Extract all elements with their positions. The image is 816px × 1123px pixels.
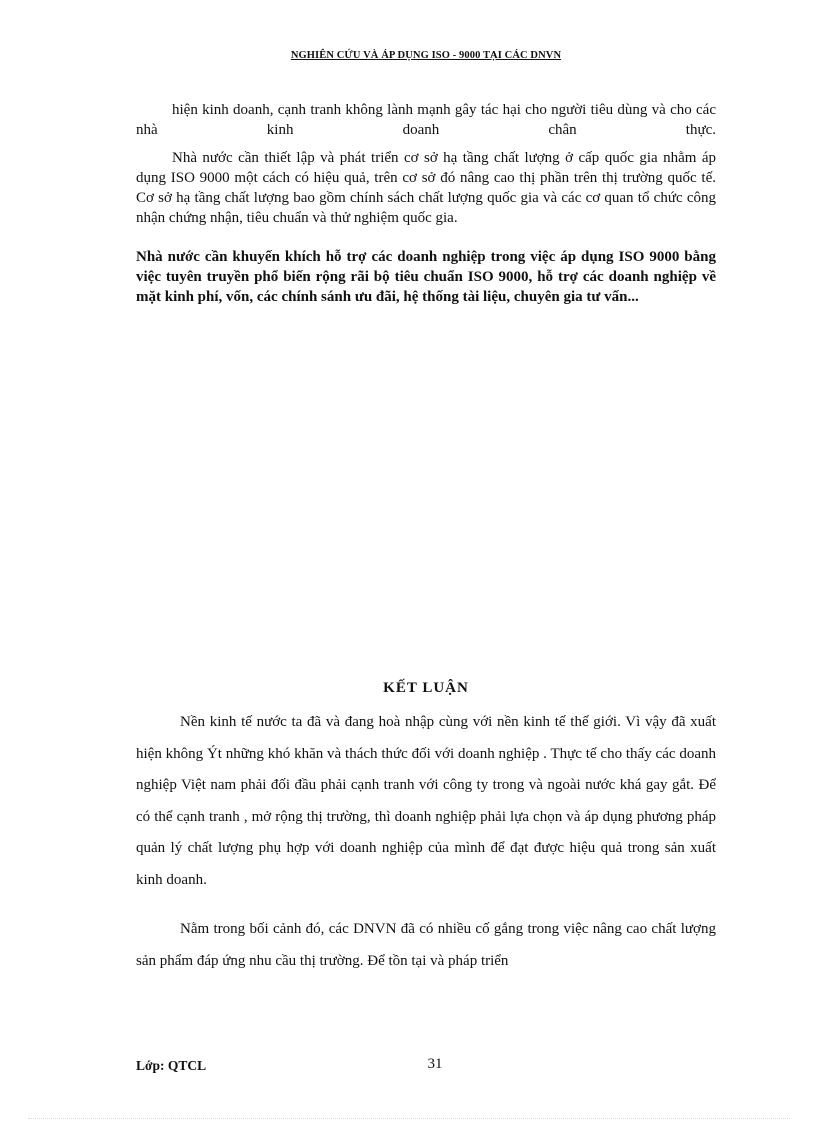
running-header: NGHIÊN CỨU VÀ ÁP DỤNG ISO - 9000 TẠI CÁC DNVN xyxy=(290,50,562,61)
page-number: 31 xyxy=(427,1056,443,1072)
page-edge-divider xyxy=(28,1118,790,1119)
intro-paragraph-2: Nhà nước cần thiết lập và phát triển cơ sở hạ tầng chất lượng ở cấp quốc gia nhằm áp dụng ISO 9000 một cách có hiệu quả, trên cơ sở đó nâng cao thị phần trên thị trường quốc tế. Cơ sở hạ tầng chất lượng bao gồm chính sách chất lượng quốc gia và các cơ quan tổ chức công nhận chứng nhận, tiêu chuẩn và thử nghiệm quốc gia. xyxy=(136,150,716,226)
conclusion-heading: KẾT LUẬN xyxy=(383,680,469,696)
intro-paragraph-3-bold: Nhà nước cần khuyến khích hỗ trợ các doanh nghiệp trong việc áp dụng ISO 9000 bằng việc tuyên truyền phổ biến rộng rãi bộ tiêu chuẩn ISO 9000, hỗ trợ các doanh nghiệp về mặt kinh phí, vốn, các chính sánh ưu đãi, hệ thống tài liệu, chuyên gia tư vấn... xyxy=(136,249,716,305)
conclusion-paragraph-1: Nền kinh tế nước ta đã và đang hoà nhập cùng với nền kinh tế thế giới. Vì vậy đã xuất hiện không Ýt những khó khăn và thách thức đối với doanh nghiệp . Thực tế cho thấy các doanh nghiệp Việt nam phải đối đầu phải cạnh tranh với công ty trong và ngoài nước khá gay gắt. Để có thể cạnh tranh , mở rộng thị trường, thì doanh nghiệp phải lựa chọn và áp dụng phương pháp quản lý chất lượng phụ hợp với doanh nghiệp của mình để đạt được hiệu quả trong sản xuất kinh doanh. xyxy=(136,714,716,888)
intro-paragraph-1: hiện kinh doanh, cạnh tranh không lành mạnh gây tác hại cho người tiêu dùng và cho các nhà kinh doanh chân thực. xyxy=(136,102,716,138)
conclusion-paragraph-2: Nằm trong bối cảnh đó, các DNVN đã có nhiều cố gắng trong việc nâng cao chất lượng sản phẩm đáp ứng nhu cầu thị trường. Để tồn tại và pháp triển xyxy=(136,921,716,969)
footer-class-label: Lớp: QTCL xyxy=(136,1058,207,1073)
